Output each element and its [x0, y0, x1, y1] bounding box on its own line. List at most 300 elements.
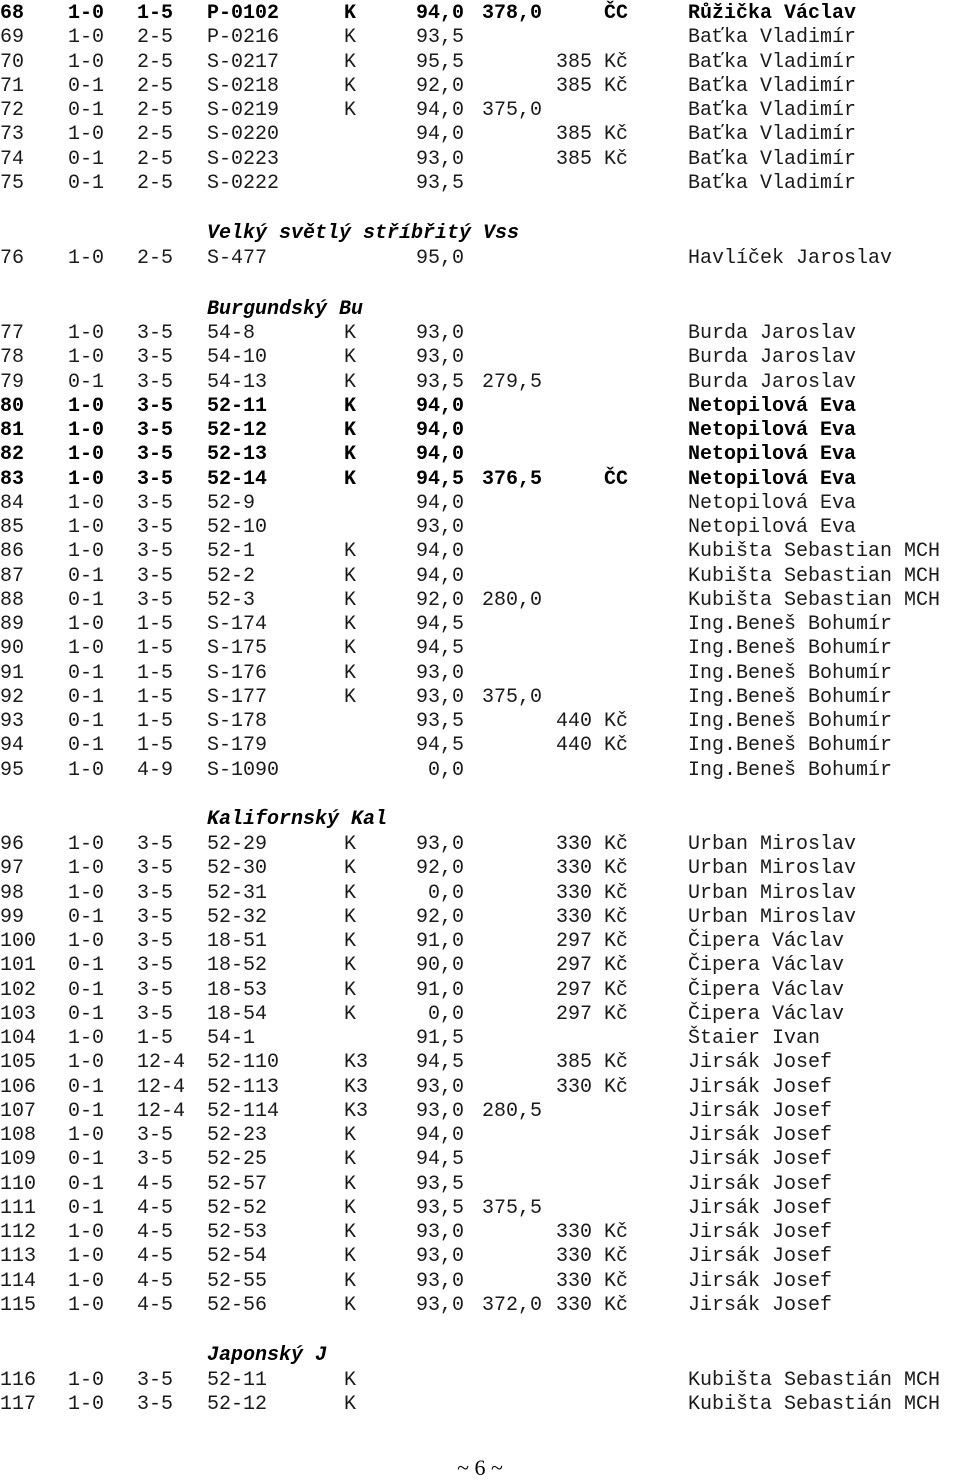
cell-num: 77 — [0, 322, 25, 345]
cell-ring: 52-54 — [207, 1245, 268, 1269]
cell-k: K — [344, 50, 357, 74]
cell-ring: 52-114 — [207, 1099, 280, 1123]
section-heading-vss: Velký světlý stříbřitý Vss — [207, 222, 520, 245]
cell-ring: S-0217 — [207, 50, 280, 74]
cell-score: 93,0 — [415, 346, 464, 370]
cell-score: 93,5 — [415, 171, 464, 195]
cell-score: 93,0 — [415, 1099, 464, 1123]
cell-num: 69 — [0, 26, 25, 50]
cell-owner: Baťka Vladimír — [688, 50, 857, 74]
cell-ring: S-0218 — [207, 74, 280, 98]
cell-ring: 52-10 — [207, 516, 268, 539]
cell-sex: 1-0 — [68, 1293, 105, 1317]
cell-ring: 52-1 — [207, 540, 256, 564]
cell-sex: 1-0 — [68, 443, 105, 467]
cell-score: 93,5 — [415, 710, 464, 733]
cell-total: 372,0 — [482, 1293, 543, 1317]
cell-sex: 1-0 — [68, 1369, 105, 1392]
cell-price: 297 Kč — [555, 954, 628, 978]
cell-ring: 52-11 — [207, 394, 268, 418]
cell-num: 72 — [0, 99, 25, 122]
cell-num: 111 — [0, 1196, 37, 1220]
cell-owner: Baťka Vladimír — [688, 147, 857, 171]
cell-num: 74 — [0, 147, 25, 171]
cell-price: 440 Kč — [555, 734, 628, 758]
cell-k: K — [344, 467, 357, 491]
cell-age: 3-5 — [137, 491, 174, 515]
cell-k: K — [344, 1269, 357, 1293]
cell-owner: Jirsák Josef — [688, 1075, 833, 1099]
cell-k: K3 — [344, 1075, 369, 1099]
cell-price: 330 Kč — [555, 1221, 628, 1244]
cell-score: 0,0 — [427, 1002, 464, 1026]
cell-owner: Urban Miroslav — [688, 881, 857, 905]
cell-owner: Burda Jaroslav — [688, 346, 857, 370]
cell-ring: S-177 — [207, 685, 268, 709]
cell-age: 3-5 — [137, 346, 174, 370]
cell-score: 94,0 — [415, 564, 464, 588]
cell-owner: Čipera Václav — [688, 930, 845, 953]
cell-owner: Baťka Vladimír — [688, 99, 857, 122]
cell-ring: 52-13 — [207, 443, 268, 467]
cell-ring: 52-29 — [207, 833, 268, 856]
cell-age: 4-9 — [137, 758, 174, 782]
cell-score: 94,0 — [415, 443, 464, 467]
cell-price: 385 Kč — [555, 123, 628, 147]
cell-num: 109 — [0, 1148, 37, 1172]
cell-num: 110 — [0, 1172, 37, 1196]
cell-ring: 52-3 — [207, 588, 256, 612]
cell-sex: 1-0 — [68, 881, 105, 905]
cell-score: 92,0 — [415, 905, 464, 929]
cell-num: 70 — [0, 50, 25, 74]
cell-score: 93,0 — [415, 147, 464, 171]
cell-k: K — [344, 26, 357, 50]
cell-owner: Urban Miroslav — [688, 833, 857, 856]
cell-sex: 0-1 — [68, 588, 105, 612]
cell-age: 3-5 — [137, 419, 174, 442]
cell-price: 297 Kč — [555, 930, 628, 953]
cell-sex: 1-0 — [68, 2, 105, 25]
section-heading-kal: Kalifornský Kal — [207, 808, 388, 831]
cell-owner: Netopilová Eva — [688, 516, 857, 539]
cell-total: 375,0 — [482, 685, 543, 709]
cell-age: 3-5 — [137, 1369, 174, 1392]
cell-age: 2-5 — [137, 26, 174, 50]
cell-ring: 52-32 — [207, 905, 268, 929]
cell-sex: 1-0 — [68, 930, 105, 953]
cell-age: 3-5 — [137, 370, 174, 394]
cell-score: 91,0 — [415, 930, 464, 953]
cell-k: K — [344, 419, 357, 442]
cell-age: 3-5 — [137, 833, 174, 856]
cell-num: 106 — [0, 1075, 37, 1099]
cell-k: K — [344, 1393, 357, 1417]
cell-owner: Jirsák Josef — [688, 1221, 833, 1244]
cell-ring: 52-110 — [207, 1051, 280, 1075]
cell-owner: Kubišta Sebastian MCH — [688, 540, 941, 564]
cell-ring: S-176 — [207, 661, 268, 685]
cell-num: 91 — [0, 661, 25, 685]
cell-age: 3-5 — [137, 516, 174, 539]
cell-age: 4-5 — [137, 1245, 174, 1269]
cell-ring: 18-52 — [207, 954, 268, 978]
cell-owner: Ing.Beneš Bohumír — [688, 758, 893, 782]
cell-age: 1-5 — [137, 2, 174, 25]
cell-owner: Kubišta Sebastian MCH — [688, 564, 941, 588]
cell-score: 94,0 — [415, 123, 464, 147]
cell-sex: 1-0 — [68, 394, 105, 418]
cell-k: K — [344, 1172, 357, 1196]
cell-score: 92,0 — [415, 588, 464, 612]
cell-score: 93,0 — [415, 1221, 464, 1244]
cell-owner: Růžička Václav — [688, 2, 857, 25]
cell-age: 12-4 — [137, 1099, 186, 1123]
cell-num: 75 — [0, 171, 25, 195]
cell-num: 105 — [0, 1051, 37, 1075]
cell-age: 2-5 — [137, 171, 174, 195]
cell-owner: Kubišta Sebastián MCH — [688, 1369, 941, 1392]
cell-age: 12-4 — [137, 1051, 186, 1075]
cell-price: ČC — [603, 467, 628, 491]
cell-k: K — [344, 1245, 357, 1269]
cell-num: 103 — [0, 1002, 37, 1026]
cell-ring: S-0222 — [207, 171, 280, 195]
cell-owner: Ing.Beneš Bohumír — [688, 710, 893, 733]
cell-sex: 1-0 — [68, 758, 105, 782]
cell-k: K — [344, 833, 357, 856]
cell-sex: 1-0 — [68, 1245, 105, 1269]
cell-num: 101 — [0, 954, 37, 978]
cell-sex: 0-1 — [68, 1196, 105, 1220]
cell-sex: 0-1 — [68, 1002, 105, 1026]
cell-age: 3-5 — [137, 588, 174, 612]
cell-age: 2-5 — [137, 147, 174, 171]
cell-total: 376,5 — [482, 467, 543, 491]
cell-sex: 0-1 — [68, 74, 105, 98]
cell-num: 81 — [0, 419, 25, 442]
cell-ring: 54-1 — [207, 1027, 256, 1050]
cell-k: K — [344, 881, 357, 905]
cell-sex: 0-1 — [68, 1172, 105, 1196]
cell-score: 94,0 — [415, 99, 464, 122]
cell-price: 440 Kč — [555, 710, 628, 733]
cell-k: K — [344, 1369, 357, 1392]
cell-sex: 1-0 — [68, 516, 105, 539]
cell-ring: 52-12 — [207, 419, 268, 442]
cell-total: 375,0 — [482, 99, 543, 122]
cell-k: K — [344, 1002, 357, 1026]
cell-age: 4-5 — [137, 1293, 174, 1317]
cell-owner: Baťka Vladimír — [688, 123, 857, 147]
cell-owner: Kubišta Sebastian MCH — [688, 588, 941, 612]
cell-total: 279,5 — [482, 370, 543, 394]
cell-num: 116 — [0, 1369, 37, 1392]
cell-owner: Baťka Vladimír — [688, 26, 857, 50]
cell-num: 99 — [0, 905, 25, 929]
cell-sex: 1-0 — [68, 346, 105, 370]
cell-age: 1-5 — [137, 734, 174, 758]
cell-owner: Ing.Beneš Bohumír — [688, 613, 893, 636]
cell-total: 280,5 — [482, 1099, 543, 1123]
cell-num: 68 — [0, 2, 25, 25]
cell-score: 91,0 — [415, 978, 464, 1002]
cell-k: K — [344, 540, 357, 564]
cell-num: 93 — [0, 710, 25, 733]
cell-sex: 0-1 — [68, 905, 105, 929]
cell-ring: 54-10 — [207, 346, 268, 370]
cell-ring: S-174 — [207, 613, 268, 636]
cell-num: 89 — [0, 613, 25, 636]
cell-price: 297 Kč — [555, 1002, 628, 1026]
cell-age: 1-5 — [137, 1027, 174, 1050]
cell-k: K — [344, 443, 357, 467]
cell-owner: Ing.Beneš Bohumír — [688, 637, 893, 661]
cell-sex: 1-0 — [68, 637, 105, 661]
cell-age: 2-5 — [137, 247, 174, 270]
cell-ring: 52-23 — [207, 1124, 268, 1147]
cell-sex: 1-0 — [68, 613, 105, 636]
cell-sex: 0-1 — [68, 685, 105, 709]
cell-num: 114 — [0, 1269, 37, 1293]
cell-k: K — [344, 1196, 357, 1220]
cell-age: 2-5 — [137, 74, 174, 98]
cell-age: 2-5 — [137, 50, 174, 74]
cell-ring: 52-55 — [207, 1269, 268, 1293]
cell-score: 94,0 — [415, 419, 464, 442]
cell-num: 84 — [0, 491, 25, 515]
cell-ring: 54-13 — [207, 370, 268, 394]
cell-sex: 1-0 — [68, 50, 105, 74]
cell-price: 330 Kč — [555, 881, 628, 905]
cell-score: 95,0 — [415, 247, 464, 270]
cell-sex: 1-0 — [68, 857, 105, 881]
cell-sex: 1-0 — [68, 123, 105, 147]
cell-score: 93,5 — [415, 1172, 464, 1196]
cell-price: 385 Kč — [555, 50, 628, 74]
cell-score: 93,0 — [415, 833, 464, 856]
cell-num: 95 — [0, 758, 25, 782]
cell-owner: Štaier Ivan — [688, 1027, 821, 1050]
cell-price: 385 Kč — [555, 1051, 628, 1075]
cell-owner: Ing.Beneš Bohumír — [688, 685, 893, 709]
cell-k: K — [344, 857, 357, 881]
cell-score: 93,0 — [415, 516, 464, 539]
cell-score: 90,0 — [415, 954, 464, 978]
cell-owner: Urban Miroslav — [688, 857, 857, 881]
cell-num: 112 — [0, 1221, 37, 1244]
cell-owner: Jirsák Josef — [688, 1196, 833, 1220]
cell-age: 3-5 — [137, 954, 174, 978]
cell-score: 93,5 — [415, 26, 464, 50]
cell-num: 86 — [0, 540, 25, 564]
cell-age: 3-5 — [137, 905, 174, 929]
cell-k: K — [344, 685, 357, 709]
cell-sex: 0-1 — [68, 171, 105, 195]
cell-num: 100 — [0, 930, 37, 953]
cell-score: 0,0 — [427, 758, 464, 782]
cell-age: 2-5 — [137, 123, 174, 147]
cell-ring: S-175 — [207, 637, 268, 661]
cell-num: 78 — [0, 346, 25, 370]
cell-num: 92 — [0, 685, 25, 709]
cell-owner: Urban Miroslav — [688, 905, 857, 929]
cell-sex: 1-0 — [68, 419, 105, 442]
cell-age: 2-5 — [137, 99, 174, 122]
cell-price: 330 Kč — [555, 1269, 628, 1293]
cell-score: 94,5 — [415, 637, 464, 661]
cell-ring: P-0102 — [207, 2, 280, 25]
cell-num: 80 — [0, 394, 25, 418]
cell-age: 3-5 — [137, 1124, 174, 1147]
cell-score: 94,0 — [415, 394, 464, 418]
cell-num: 117 — [0, 1393, 37, 1417]
cell-num: 97 — [0, 857, 25, 881]
cell-owner: Kubišta Sebastián MCH — [688, 1393, 941, 1417]
cell-total: 375,5 — [482, 1196, 543, 1220]
cell-num: 113 — [0, 1245, 37, 1269]
cell-num: 104 — [0, 1027, 37, 1050]
cell-ring: 18-54 — [207, 1002, 268, 1026]
cell-score: 93,0 — [415, 685, 464, 709]
cell-sex: 1-0 — [68, 1221, 105, 1244]
cell-sex: 0-1 — [68, 370, 105, 394]
cell-owner: Burda Jaroslav — [688, 370, 857, 394]
cell-k: K — [344, 370, 357, 394]
cell-owner: Baťka Vladimír — [688, 74, 857, 98]
cell-age: 1-5 — [137, 685, 174, 709]
cell-owner: Netopilová Eva — [688, 394, 857, 418]
cell-age: 3-5 — [137, 394, 174, 418]
cell-ring: 52-11 — [207, 1369, 268, 1392]
cell-score: 94,5 — [415, 1148, 464, 1172]
cell-age: 3-5 — [137, 1002, 174, 1026]
section-heading-j: Japonský J — [207, 1344, 328, 1367]
cell-k: K — [344, 346, 357, 370]
cell-age: 3-5 — [137, 540, 174, 564]
cell-num: 115 — [0, 1293, 37, 1317]
cell-owner: Netopilová Eva — [688, 467, 857, 491]
cell-k: K — [344, 1124, 357, 1147]
cell-k: K3 — [344, 1099, 369, 1123]
cell-ring: S-1090 — [207, 758, 280, 782]
cell-price: ČC — [603, 2, 628, 25]
cell-age: 3-5 — [137, 881, 174, 905]
cell-sex: 0-1 — [68, 978, 105, 1002]
cell-sex: 0-1 — [68, 1148, 105, 1172]
cell-score: 93,0 — [415, 1293, 464, 1317]
cell-age: 3-5 — [137, 467, 174, 491]
cell-owner: Jirsák Josef — [688, 1245, 833, 1269]
cell-ring: 52-56 — [207, 1293, 268, 1317]
cell-age: 3-5 — [137, 322, 174, 345]
cell-k: K — [344, 99, 357, 122]
cell-k: K — [344, 564, 357, 588]
cell-sex: 1-0 — [68, 1027, 105, 1050]
cell-ring: 52-53 — [207, 1221, 268, 1244]
cell-sex: 1-0 — [68, 1269, 105, 1293]
cell-sex: 1-0 — [68, 540, 105, 564]
cell-ring: S-179 — [207, 734, 268, 758]
cell-ring: 54-8 — [207, 322, 256, 345]
cell-owner: Čipera Václav — [688, 1002, 845, 1026]
cell-owner: Jirsák Josef — [688, 1051, 833, 1075]
cell-age: 3-5 — [137, 857, 174, 881]
cell-k: K — [344, 905, 357, 929]
cell-sex: 0-1 — [68, 1099, 105, 1123]
cell-age: 3-5 — [137, 930, 174, 953]
cell-score: 93,0 — [415, 322, 464, 345]
cell-score: 95,5 — [415, 50, 464, 74]
cell-owner: Čipera Václav — [688, 954, 845, 978]
cell-ring: 52-14 — [207, 467, 268, 491]
cell-sex: 1-0 — [68, 322, 105, 345]
cell-num: 87 — [0, 564, 25, 588]
cell-score: 92,0 — [415, 857, 464, 881]
cell-age: 1-5 — [137, 613, 174, 636]
cell-ring: 52-25 — [207, 1148, 268, 1172]
cell-owner: Havlíček Jaroslav — [688, 247, 893, 270]
cell-age: 1-5 — [137, 661, 174, 685]
cell-k: K — [344, 588, 357, 612]
cell-owner: Baťka Vladimír — [688, 171, 857, 195]
cell-owner: Jirsák Josef — [688, 1293, 833, 1317]
cell-ring: S-477 — [207, 247, 268, 270]
cell-total: 378,0 — [482, 2, 543, 25]
cell-sex: 0-1 — [68, 710, 105, 733]
cell-ring: 52-57 — [207, 1172, 268, 1196]
cell-age: 4-5 — [137, 1172, 174, 1196]
cell-k: K — [344, 637, 357, 661]
cell-price: 297 Kč — [555, 978, 628, 1002]
cell-sex: 0-1 — [68, 564, 105, 588]
cell-age: 3-5 — [137, 443, 174, 467]
cell-price: 385 Kč — [555, 74, 628, 98]
cell-price: 330 Kč — [555, 1245, 628, 1269]
cell-k: K — [344, 661, 357, 685]
cell-score: 93,0 — [415, 661, 464, 685]
cell-score: 93,0 — [415, 1269, 464, 1293]
cell-price: 330 Kč — [555, 833, 628, 856]
cell-k: K — [344, 74, 357, 98]
cell-k: K — [344, 613, 357, 636]
cell-age: 1-5 — [137, 710, 174, 733]
cell-owner: Burda Jaroslav — [688, 322, 857, 345]
cell-ring: S-0220 — [207, 123, 280, 147]
cell-score: 94,0 — [415, 1124, 464, 1147]
cell-ring: 52-113 — [207, 1075, 280, 1099]
cell-sex: 1-0 — [68, 1393, 105, 1417]
cell-ring: S-0223 — [207, 147, 280, 171]
cell-owner: Netopilová Eva — [688, 419, 857, 442]
cell-age: 12-4 — [137, 1075, 186, 1099]
cell-price: 330 Kč — [555, 1293, 628, 1317]
cell-ring: S-178 — [207, 710, 268, 733]
cell-k: K — [344, 2, 357, 25]
cell-price: 330 Kč — [555, 857, 628, 881]
cell-score: 94,0 — [415, 540, 464, 564]
cell-score: 94,5 — [415, 1051, 464, 1075]
cell-total: 280,0 — [482, 588, 543, 612]
cell-owner: Jirsák Josef — [688, 1269, 833, 1293]
cell-sex: 0-1 — [68, 954, 105, 978]
cell-ring: P-0216 — [207, 26, 280, 50]
cell-num: 82 — [0, 443, 25, 467]
cell-k: K — [344, 1221, 357, 1244]
cell-owner: Netopilová Eva — [688, 443, 857, 467]
cell-age: 4-5 — [137, 1196, 174, 1220]
cell-ring: 18-53 — [207, 978, 268, 1002]
